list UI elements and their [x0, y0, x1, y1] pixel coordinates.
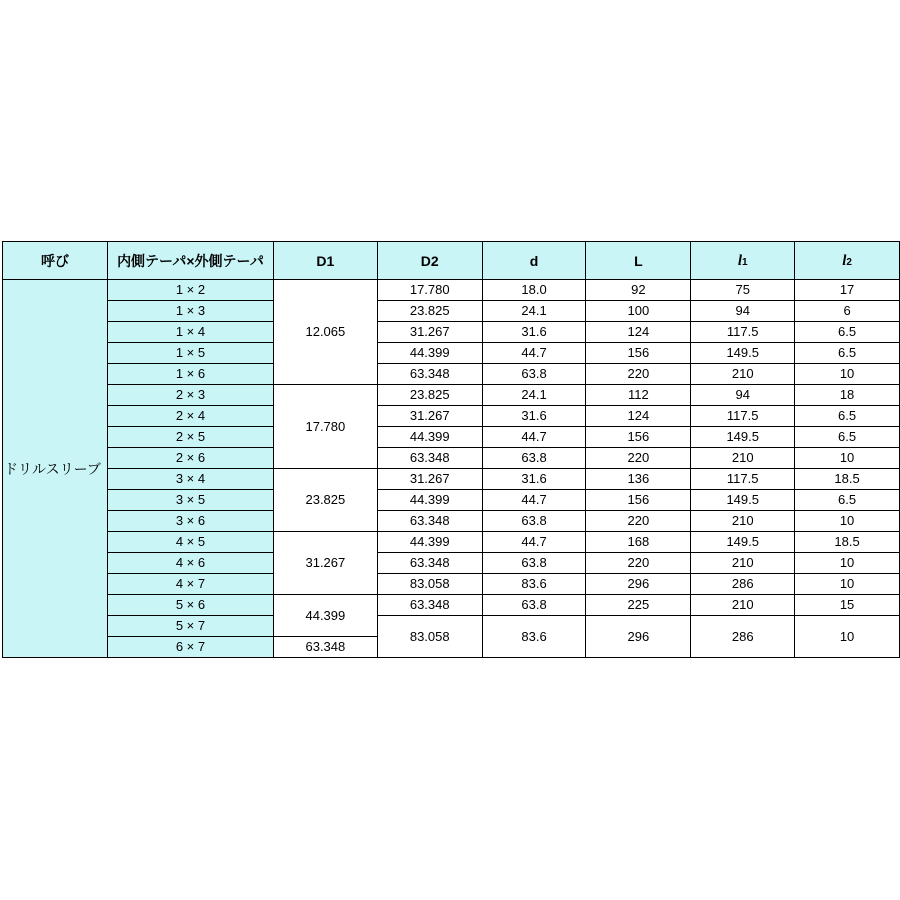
l1-cell: 149.5 [691, 532, 795, 553]
l1-cell: 286 [691, 574, 795, 595]
taper-cell: 1 × 5 [107, 343, 273, 364]
table-row [3, 385, 900, 406]
taper-cell: 2 × 5 [107, 427, 273, 448]
L-cell: 168 [586, 532, 691, 553]
d-cell: 31.6 [482, 322, 586, 343]
taper-cell: 1 × 2 [107, 280, 273, 301]
l1-cell: 117.5 [691, 469, 795, 490]
header-nominal: 呼び [3, 242, 108, 280]
taper-cell: 4 × 7 [107, 574, 273, 595]
L-cell: 156 [586, 343, 691, 364]
d-cell: 24.1 [482, 385, 586, 406]
taper-cell: 3 × 6 [107, 511, 273, 532]
table-row [3, 511, 900, 532]
L-cell: 124 [586, 406, 691, 427]
d2-cell: 63.348 [377, 595, 482, 616]
taper-cell: 3 × 5 [107, 490, 273, 511]
l2-cell: 6.5 [795, 322, 900, 343]
d-cell: 18.0 [482, 280, 586, 301]
l2-cell: 18.5 [795, 469, 900, 490]
l2-cell: 6.5 [795, 427, 900, 448]
d-cell: 83.6 [482, 574, 586, 595]
d1-cell: 63.348 [273, 637, 377, 658]
taper-cell: 2 × 6 [107, 448, 273, 469]
taper-cell: 1 × 6 [107, 364, 273, 385]
d2-cell: 63.348 [377, 448, 482, 469]
d-cell: 83.6 [482, 616, 586, 658]
header-d: d [482, 242, 586, 280]
taper-cell: 1 × 4 [107, 322, 273, 343]
L-cell: 156 [586, 490, 691, 511]
l1-cell: 210 [691, 511, 795, 532]
taper-cell: 5 × 6 [107, 595, 273, 616]
table-row [3, 532, 900, 553]
header-l1 [691, 242, 795, 280]
table-row [3, 280, 900, 301]
header-taper: 内側テーパ×外側テーパ [107, 242, 273, 280]
d1-cell: 31.267 [273, 532, 377, 595]
l1-cell: 210 [691, 364, 795, 385]
header-l2-base: l [842, 252, 847, 269]
d2-cell: 83.058 [377, 574, 482, 595]
l1-cell: 117.5 [691, 406, 795, 427]
category-cell: ドリルスリーブ [3, 280, 108, 658]
d-cell: 44.7 [482, 427, 586, 448]
l1-cell: 286 [691, 616, 795, 658]
d2-cell: 63.348 [377, 364, 482, 385]
d-cell: 63.8 [482, 595, 586, 616]
header-L: L [586, 242, 691, 280]
d-cell: 63.8 [482, 511, 586, 532]
taper-cell: 3 × 4 [107, 469, 273, 490]
l2-cell: 6.5 [795, 406, 900, 427]
table-row [3, 553, 900, 574]
d-cell: 63.8 [482, 448, 586, 469]
l2-cell: 10 [795, 574, 900, 595]
L-cell: 124 [586, 322, 691, 343]
d2-cell: 63.348 [377, 511, 482, 532]
table-row [3, 301, 900, 322]
taper-cell: 2 × 4 [107, 406, 273, 427]
L-cell: 136 [586, 469, 691, 490]
d1-cell: 17.780 [273, 385, 377, 469]
l2-cell: 18 [795, 385, 900, 406]
d2-cell: 44.399 [377, 490, 482, 511]
d2-cell: 31.267 [377, 322, 482, 343]
l1-cell: 149.5 [691, 427, 795, 448]
d-cell: 63.8 [482, 364, 586, 385]
l2-cell: 17 [795, 280, 900, 301]
d-cell: 24.1 [482, 301, 586, 322]
table-row [3, 574, 900, 595]
d2-cell: 44.399 [377, 427, 482, 448]
table-row [3, 490, 900, 511]
l1-cell: 210 [691, 553, 795, 574]
header-l2 [795, 242, 900, 280]
d-cell: 44.7 [482, 343, 586, 364]
d-cell: 44.7 [482, 532, 586, 553]
d1-cell: 44.399 [273, 595, 377, 637]
table-row [3, 364, 900, 385]
L-cell: 92 [586, 280, 691, 301]
d2-cell: 63.348 [377, 553, 482, 574]
l1-cell: 94 [691, 301, 795, 322]
l2-cell: 6 [795, 301, 900, 322]
L-cell: 220 [586, 511, 691, 532]
L-cell: 112 [586, 385, 691, 406]
L-cell: 156 [586, 427, 691, 448]
L-cell: 225 [586, 595, 691, 616]
L-cell: 220 [586, 448, 691, 469]
drill-sleeve-spec-table [2, 241, 900, 658]
L-cell: 100 [586, 301, 691, 322]
d-cell: 31.6 [482, 406, 586, 427]
table-row [3, 406, 900, 427]
table-row [3, 616, 900, 637]
L-cell: 296 [586, 574, 691, 595]
table-row [3, 469, 900, 490]
taper-cell: 6 × 7 [107, 637, 273, 658]
l2-cell: 6.5 [795, 490, 900, 511]
header-d2: D2 [377, 242, 482, 280]
l1-cell: 210 [691, 595, 795, 616]
d2-cell: 44.399 [377, 532, 482, 553]
l2-cell: 10 [795, 448, 900, 469]
table-row [3, 343, 900, 364]
L-cell: 220 [586, 364, 691, 385]
d2-cell: 23.825 [377, 385, 482, 406]
L-cell: 220 [586, 553, 691, 574]
header-l1-sub: 1 [742, 256, 748, 268]
l1-cell: 75 [691, 280, 795, 301]
d-cell: 44.7 [482, 490, 586, 511]
taper-cell: 4 × 6 [107, 553, 273, 574]
d1-cell: 23.825 [273, 469, 377, 532]
l1-cell: 117.5 [691, 322, 795, 343]
l2-cell: 10 [795, 616, 900, 658]
table-row [3, 595, 900, 616]
header-l1-base: l [737, 252, 743, 269]
table-row [3, 427, 900, 448]
header-row [3, 242, 900, 280]
table-row [3, 322, 900, 343]
d-cell: 63.8 [482, 553, 586, 574]
l2-cell: 15 [795, 595, 900, 616]
l2-cell: 18.5 [795, 532, 900, 553]
l2-cell: 10 [795, 511, 900, 532]
header-d1: D1 [273, 242, 377, 280]
d2-cell: 31.267 [377, 469, 482, 490]
l2-cell: 6.5 [795, 343, 900, 364]
d2-cell: 83.058 [377, 616, 482, 658]
header-l2-sub: 2 [846, 256, 852, 268]
d2-cell: 23.825 [377, 301, 482, 322]
d2-cell: 31.267 [377, 406, 482, 427]
l2-cell: 10 [795, 553, 900, 574]
l1-cell: 94 [691, 385, 795, 406]
l1-cell: 149.5 [691, 343, 795, 364]
d-cell: 31.6 [482, 469, 586, 490]
taper-cell: 1 × 3 [107, 301, 273, 322]
taper-cell: 2 × 3 [107, 385, 273, 406]
l1-cell: 210 [691, 448, 795, 469]
d1-cell: 12.065 [273, 280, 377, 385]
d2-cell: 44.399 [377, 343, 482, 364]
L-cell: 296 [586, 616, 691, 658]
l1-cell: 149.5 [691, 490, 795, 511]
taper-cell: 5 × 7 [107, 616, 273, 637]
l2-cell: 10 [795, 364, 900, 385]
d2-cell: 17.780 [377, 280, 482, 301]
taper-cell: 4 × 5 [107, 532, 273, 553]
table-row [3, 448, 900, 469]
